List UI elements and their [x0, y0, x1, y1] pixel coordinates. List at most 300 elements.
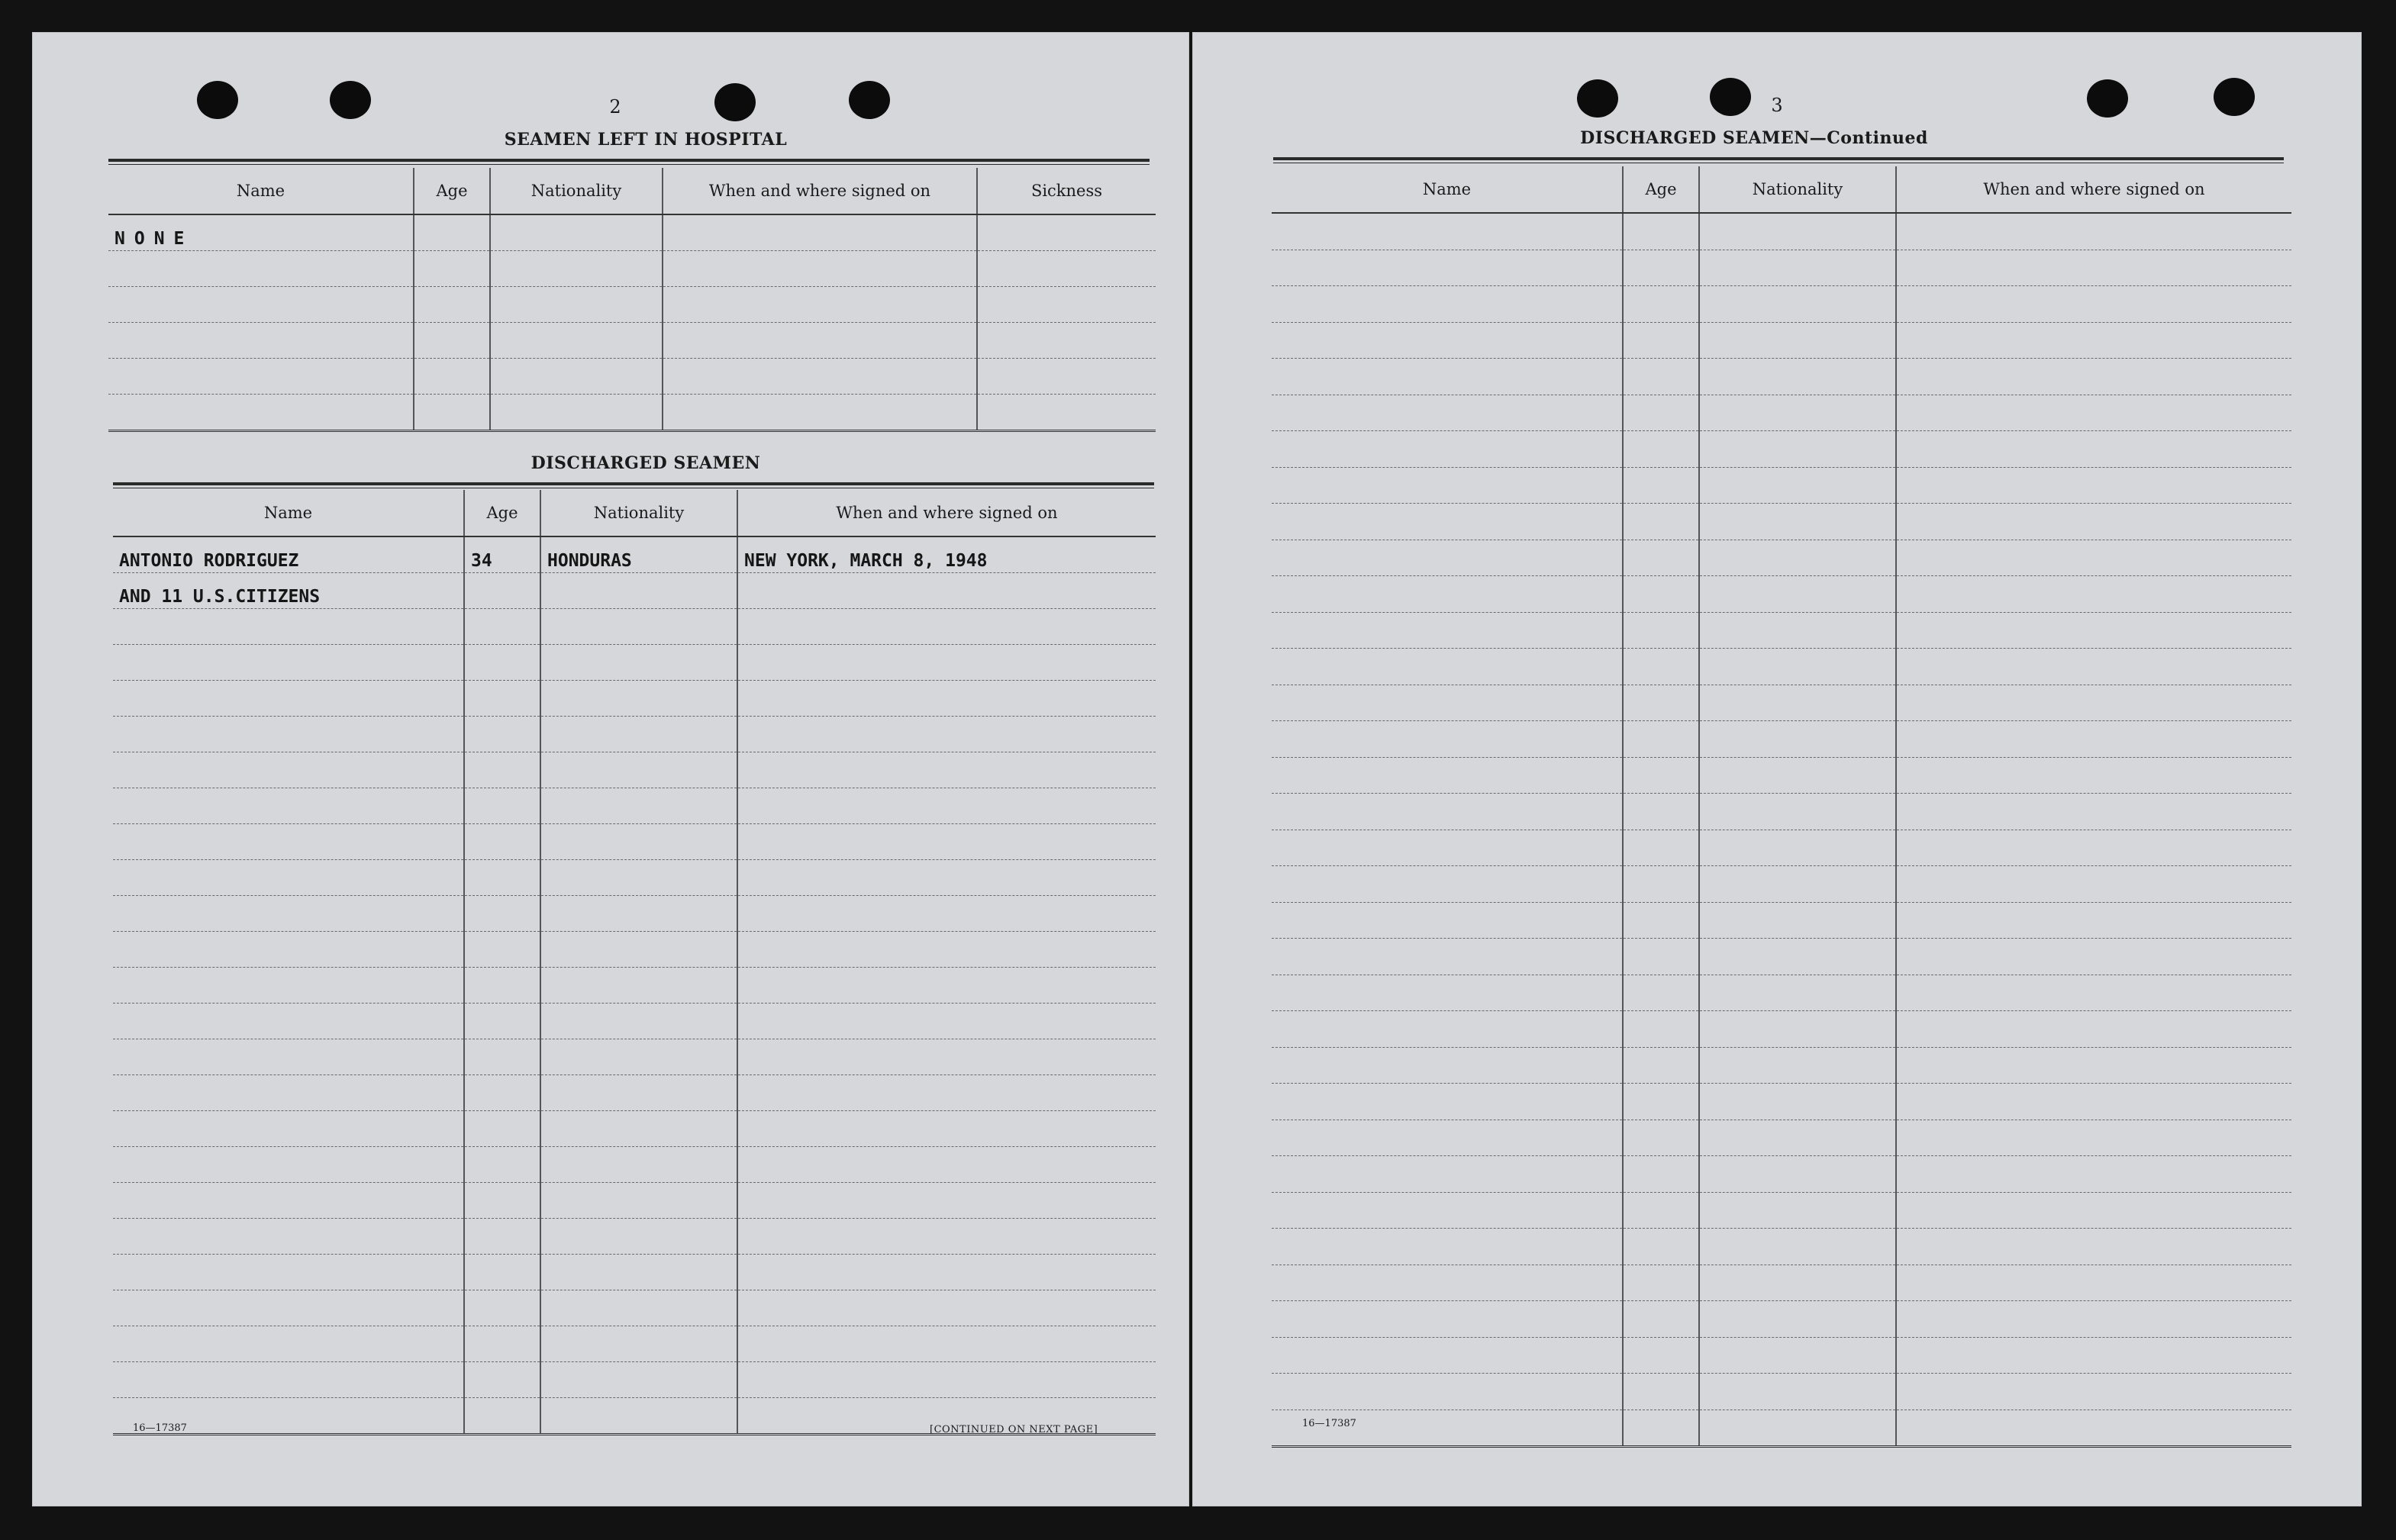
discharged-table: [113, 490, 1156, 1435]
table-cell: [113, 788, 464, 824]
table-cell: [1896, 1011, 2291, 1048]
table-cell: [737, 645, 1156, 681]
discharged-continued-table-header: [1272, 166, 2291, 213]
table-row: [1272, 757, 2291, 794]
table-cell: [1623, 1011, 1699, 1048]
table-row: [108, 214, 1156, 251]
table-row: [113, 1004, 1156, 1039]
table-cell: [540, 1147, 737, 1183]
column-header-when-and-where-signed-on: When and where signed on: [663, 168, 977, 214]
table-row: [1272, 1337, 2291, 1374]
table-cell: [464, 1183, 540, 1219]
table-cell: [540, 1004, 737, 1039]
column-header-nationality: Nationality: [490, 168, 663, 214]
table-cell: [737, 860, 1156, 896]
table-cell: [737, 1362, 1156, 1398]
table-cell: [113, 968, 464, 1004]
table-cell: [1623, 1265, 1699, 1301]
punch-hole: [1577, 79, 1618, 118]
table-row: [1272, 395, 2291, 431]
table-cell: [113, 1111, 464, 1147]
table-cell: [1623, 685, 1699, 721]
table-cell: [1272, 576, 1623, 613]
form-code: 16—17387: [1302, 1418, 1356, 1429]
table-cell: [1699, 1192, 1896, 1229]
title-rule: [108, 159, 1150, 165]
table-cell: [1272, 1301, 1623, 1338]
table-cell: [1623, 1229, 1699, 1265]
table-cell: [113, 1290, 464, 1326]
table-cell: [414, 214, 490, 251]
table-row: [1272, 467, 2291, 504]
table-cell: [1272, 1120, 1623, 1156]
table-cell: [540, 717, 737, 752]
table-cell: [1699, 395, 1896, 431]
table-cell: [1699, 1410, 1896, 1447]
table-cell: [113, 1326, 464, 1362]
table-cell: [1896, 1120, 2291, 1156]
table-cell: [1623, 975, 1699, 1011]
column-header-when-and-where-signed-on: When and where signed on: [737, 490, 1156, 536]
table-cell: [1896, 1410, 2291, 1447]
left-page: [32, 32, 1189, 1506]
table-cell: [1699, 540, 1896, 576]
punch-hole: [2087, 79, 2128, 118]
table-cell: [737, 1255, 1156, 1290]
table-cell: [1623, 902, 1699, 939]
table-cell: [113, 1362, 464, 1398]
table-cell: [1699, 866, 1896, 903]
table-cell: [464, 1255, 540, 1290]
table-cell: [113, 1039, 464, 1075]
table-cell: [1623, 612, 1699, 649]
table-cell: [113, 645, 464, 681]
table-cell: [540, 1326, 737, 1362]
hospital-table-header: [108, 168, 1156, 214]
table-cell: [1896, 612, 2291, 649]
table-cell: [464, 1111, 540, 1147]
discharged-continued-table: [1272, 166, 2291, 1448]
table-cell: [113, 860, 464, 896]
table-row: [113, 860, 1156, 896]
table-row: [113, 752, 1156, 788]
table-cell: ANTONIO RODRIGUEZ: [113, 536, 464, 573]
table-cell: [1896, 1301, 2291, 1338]
column-header-age: Age: [414, 168, 490, 214]
table-cell: [108, 395, 414, 431]
table-cell: [464, 1326, 540, 1362]
table-row: [113, 1362, 1156, 1398]
table-cell: [414, 251, 490, 287]
table-row: [113, 1255, 1156, 1290]
punch-hole: [330, 81, 371, 119]
table-cell: [1623, 939, 1699, 975]
table-row: [113, 609, 1156, 645]
table-row: [108, 251, 1156, 287]
table-cell: [108, 251, 414, 287]
table-cell: [663, 251, 977, 287]
table-cell: [464, 1004, 540, 1039]
table-cell: [1699, 504, 1896, 540]
table-row: [108, 395, 1156, 431]
table-cell: [1272, 1229, 1623, 1265]
form-code: 16—17387: [133, 1422, 187, 1434]
table-row: [1272, 250, 2291, 286]
table-cell: [663, 359, 977, 395]
table-cell: [1272, 1265, 1623, 1301]
table-cell: [113, 1004, 464, 1039]
table-cell: [1623, 1301, 1699, 1338]
table-row: [113, 1290, 1156, 1326]
column-header-name: Name: [1272, 166, 1623, 213]
table-cell: [540, 1398, 737, 1435]
table-cell: [464, 824, 540, 860]
table-cell: [1699, 612, 1896, 649]
table-cell: [540, 1183, 737, 1219]
table-cell: [490, 251, 663, 287]
table-cell: [1623, 1192, 1699, 1229]
table-row: [1272, 649, 2291, 685]
table-cell: [1623, 1120, 1699, 1156]
table-cell: [1272, 649, 1623, 685]
table-cell: [464, 681, 540, 717]
column-header-nationality: Nationality: [1699, 166, 1896, 213]
table-cell: [464, 896, 540, 932]
table-row: [1272, 902, 2291, 939]
table-row: [113, 573, 1156, 609]
table-cell: [108, 359, 414, 395]
table-cell: [464, 1219, 540, 1255]
table-row: [113, 932, 1156, 968]
table-cell: [1699, 649, 1896, 685]
table-cell: [464, 860, 540, 896]
table-cell: [1623, 213, 1699, 250]
table-cell: [113, 896, 464, 932]
table-cell: [737, 1075, 1156, 1111]
table-cell: [464, 788, 540, 824]
table-cell: [1699, 322, 1896, 359]
table-cell: [1272, 975, 1623, 1011]
table-cell: [1896, 939, 2291, 975]
table-cell: [1272, 395, 1623, 431]
table-cell: [737, 717, 1156, 752]
table-cell: [113, 609, 464, 645]
table-row: [113, 824, 1156, 860]
table-row: [113, 536, 1156, 573]
table-cell: [1896, 504, 2291, 540]
table-cell: [1896, 395, 2291, 431]
title-rule: [1273, 157, 2284, 163]
table-cell: [1699, 757, 1896, 794]
table-cell: [113, 932, 464, 968]
table-cell: [1699, 250, 1896, 286]
table-cell: [663, 287, 977, 323]
table-row: [113, 1039, 1156, 1075]
table-cell: [1699, 359, 1896, 395]
table-cell: [464, 1290, 540, 1326]
table-row: [113, 645, 1156, 681]
table-cell: [1699, 213, 1896, 250]
table-cell: [1623, 576, 1699, 613]
table-cell: [1623, 1084, 1699, 1120]
table-cell: [113, 1219, 464, 1255]
table-cell: [977, 359, 1156, 395]
table-cell: [1896, 1156, 2291, 1193]
table-cell: [1623, 757, 1699, 794]
table-cell: NEW YORK, MARCH 8, 1948: [737, 536, 1156, 573]
table-cell: [540, 1075, 737, 1111]
table-cell: HONDURAS: [540, 536, 737, 573]
table-cell: [540, 824, 737, 860]
table-cell: [1896, 286, 2291, 323]
table-row: [113, 1075, 1156, 1111]
table-row: [113, 788, 1156, 824]
table-cell: [464, 1147, 540, 1183]
table-row: [1272, 1192, 2291, 1229]
table-row: [113, 1183, 1156, 1219]
table-cell: [1699, 1337, 1896, 1374]
table-cell: [1623, 649, 1699, 685]
table-cell: [1272, 359, 1623, 395]
table-cell: [663, 395, 977, 431]
table-cell: [1699, 902, 1896, 939]
table-row: [113, 1111, 1156, 1147]
table-cell: NONE: [108, 214, 414, 251]
table-cell: [1896, 975, 2291, 1011]
table-cell: [1623, 1374, 1699, 1410]
table-row: [1272, 721, 2291, 758]
table-cell: [490, 323, 663, 359]
table-cell: [540, 1362, 737, 1398]
table-cell: [464, 717, 540, 752]
table-cell: [737, 932, 1156, 968]
table-cell: [490, 287, 663, 323]
table-cell: [1272, 612, 1623, 649]
table-cell: [540, 788, 737, 824]
table-cell: [113, 752, 464, 788]
table-cell: [1623, 540, 1699, 576]
continued-section-title: [1411, 128, 2098, 148]
table-cell: [737, 609, 1156, 645]
table-row: [1272, 1301, 2291, 1338]
table-cell: [1623, 504, 1699, 540]
continued-title-suffix: —Continued: [1809, 128, 1928, 148]
table-row: [1272, 975, 2291, 1011]
table-cell: [737, 1219, 1156, 1255]
table-row: [108, 287, 1156, 323]
table-cell: [1896, 721, 2291, 758]
table-row: [113, 1326, 1156, 1362]
table-row: [1272, 830, 2291, 866]
table-cell: [414, 395, 490, 431]
table-cell: [1896, 794, 2291, 830]
table-cell: [540, 860, 737, 896]
table-cell: [1699, 576, 1896, 613]
right-page: [1192, 32, 2362, 1506]
table-row: [1272, 1011, 2291, 1048]
column-header-age: Age: [464, 490, 540, 536]
table-cell: [540, 1290, 737, 1326]
table-cell: [1272, 286, 1623, 323]
table-cell: [1272, 757, 1623, 794]
table-cell: [490, 214, 663, 251]
table-cell: [464, 968, 540, 1004]
table-cell: [1272, 1156, 1623, 1193]
table-row: [1272, 685, 2291, 721]
table-cell: [540, 896, 737, 932]
table-cell: [1623, 1156, 1699, 1193]
table-cell: [1272, 213, 1623, 250]
table-row: [1272, 431, 2291, 468]
table-cell: [737, 573, 1156, 609]
hospital-section-title: SEAMEN LEFT IN HOSPITAL: [504, 130, 788, 150]
table-row: [1272, 1084, 2291, 1120]
table-row: [113, 896, 1156, 932]
table-row: [1272, 612, 2291, 649]
table-cell: [1623, 794, 1699, 830]
table-row: [1272, 359, 2291, 395]
table-cell: [540, 752, 737, 788]
table-cell: [1699, 467, 1896, 504]
table-row: [1272, 1156, 2291, 1193]
table-cell: [737, 681, 1156, 717]
hospital-table: [108, 168, 1156, 432]
table-cell: [1699, 685, 1896, 721]
table-cell: [1623, 467, 1699, 504]
table-cell: [464, 1398, 540, 1435]
column-header-name: Name: [108, 168, 414, 214]
table-cell: [1896, 757, 2291, 794]
table-cell: [1623, 866, 1699, 903]
table-cell: [108, 323, 414, 359]
discharged-section-title: DISCHARGED SEAMEN: [530, 453, 761, 473]
table-cell: [464, 752, 540, 788]
table-cell: [1699, 1301, 1896, 1338]
table-cell: [1699, 975, 1896, 1011]
table-cell: [490, 395, 663, 431]
table-cell: [540, 573, 737, 609]
title-rule: [113, 482, 1154, 488]
column-header-age: Age: [1623, 166, 1699, 213]
continued-title-main: DISCHARGED SEAMEN: [1580, 128, 1810, 148]
table-cell: [464, 1039, 540, 1075]
table-row: [108, 323, 1156, 359]
table-cell: [737, 1183, 1156, 1219]
table-cell: [1272, 1011, 1623, 1048]
table-cell: [1699, 939, 1896, 975]
table-row: [113, 717, 1156, 752]
table-cell: [1272, 1047, 1623, 1084]
table-cell: [113, 1183, 464, 1219]
table-cell: [464, 1362, 540, 1398]
table-cell: [663, 323, 977, 359]
table-cell: [977, 251, 1156, 287]
table-cell: [490, 359, 663, 395]
table-cell: [1272, 1192, 1623, 1229]
table-cell: [108, 287, 414, 323]
table-cell: [464, 645, 540, 681]
table-cell: [1623, 250, 1699, 286]
table-cell: [1896, 540, 2291, 576]
table-cell: [1623, 431, 1699, 468]
table-cell: [540, 1255, 737, 1290]
table-cell: [737, 1326, 1156, 1362]
table-cell: [737, 1111, 1156, 1147]
table-cell: [737, 1147, 1156, 1183]
table-cell: [737, 752, 1156, 788]
table-cell: [1699, 1084, 1896, 1120]
table-cell: [1272, 902, 1623, 939]
table-row: [1272, 1047, 2291, 1084]
table-row: [113, 681, 1156, 717]
table-row: [108, 359, 1156, 395]
table-cell: [977, 323, 1156, 359]
table-row: [1272, 1410, 2291, 1447]
table-cell: [540, 968, 737, 1004]
table-cell: [1896, 1047, 2291, 1084]
table-cell: [113, 717, 464, 752]
table-cell: [1272, 1337, 1623, 1374]
table-cell: [1896, 467, 2291, 504]
table-cell: [414, 323, 490, 359]
table-cell: [1699, 1374, 1896, 1410]
table-row: [113, 968, 1156, 1004]
table-row: [1272, 1265, 2291, 1301]
table-cell: [1896, 213, 2291, 250]
table-cell: [1272, 721, 1623, 758]
table-cell: [1699, 830, 1896, 866]
table-cell: [977, 395, 1156, 431]
table-cell: [1896, 1229, 2291, 1265]
table-cell: [1896, 1084, 2291, 1120]
table-row: [1272, 794, 2291, 830]
table-cell: [977, 287, 1156, 323]
table-cell: [540, 932, 737, 968]
table-cell: [464, 1075, 540, 1111]
table-row: [1272, 286, 2291, 323]
table-row: [1272, 540, 2291, 576]
table-cell: [1272, 250, 1623, 286]
table-cell: [1896, 576, 2291, 613]
table-cell: [540, 1039, 737, 1075]
table-cell: [1896, 1192, 2291, 1229]
table-row: [1272, 322, 2291, 359]
table-cell: [1896, 902, 2291, 939]
table-cell: [1623, 1410, 1699, 1447]
table-cell: [1896, 685, 2291, 721]
table-row: [1272, 213, 2291, 250]
table-cell: [1896, 250, 2291, 286]
table-cell: [1896, 1374, 2291, 1410]
table-row: [1272, 1120, 2291, 1156]
table-cell: [540, 681, 737, 717]
table-cell: [737, 788, 1156, 824]
table-cell: [737, 896, 1156, 932]
table-cell: [113, 681, 464, 717]
table-cell: [1623, 1047, 1699, 1084]
page-number: 2: [609, 96, 621, 118]
table-cell: [1896, 1265, 2291, 1301]
table-cell: [977, 214, 1156, 251]
table-row: [1272, 1374, 2291, 1410]
table-cell: [540, 1219, 737, 1255]
table-cell: [1272, 431, 1623, 468]
table-cell: [1623, 395, 1699, 431]
punch-hole: [714, 83, 756, 121]
table-cell: AND 11 U.S.CITIZENS: [113, 573, 464, 609]
table-cell: [1623, 830, 1699, 866]
table-cell: [1272, 794, 1623, 830]
